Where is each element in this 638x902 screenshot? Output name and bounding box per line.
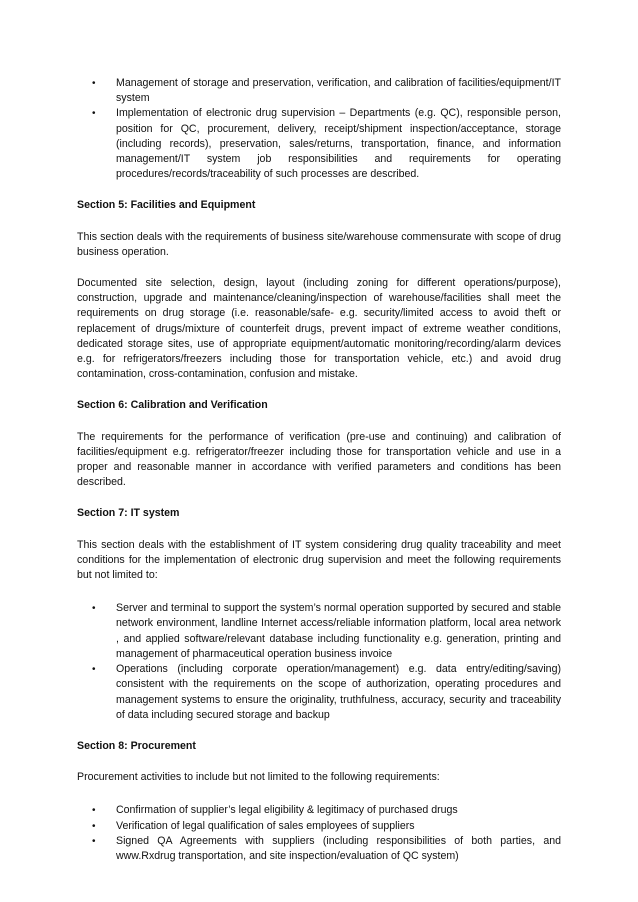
document-page	[77, 76, 561, 864]
section-8-paragraph-1: Procurement activities to include but not limited to the following requirements:	[77, 771, 440, 784]
section-5-heading: Section 5: Facilities and Equipment	[77, 199, 256, 212]
bullet-icon: •	[92, 108, 96, 120]
bullet-icon: •	[92, 664, 96, 676]
list-item: • Operations (including corporate operation/management) e.g. data entry/editing/saving) consistent with the requirements on the scope of authorization, operating procedures and management systems to ensure the originality, truthfulness, accuracy, security and traceability of data including secured storage and backup	[92, 663, 561, 721]
section-6-paragraph-1: The requirements for the performance of verification (pre-use and continuing) and calibration of facilities/equipment e.g. refrigerator/freezer including those for transportation vehicle and use in a proper and reasonable manner in accordance with verified parameters and conditions has been described.	[77, 430, 561, 489]
list-item: • Implementation of electronic drug supervision – Departments (e.g. QC), responsible person, position for QC, procurement, delivery, receipt/shipment inspection/acceptance, storage (including records), preservation, sales/returns, transportation, finance, and information management/IT system job responsibilities and requirements for operating procedures/records/traceability of such processes are described.	[92, 107, 561, 181]
bullet-icon: •	[92, 78, 96, 89]
section-7-bullet-list	[77, 601, 561, 723]
intro-bullet-list	[77, 76, 561, 182]
section-5-paragraph-2: Documented site selection, design, layout (including zoning for different operations/purpose), construction, upgrade and maintenance/cleaning/inspection of warehouse/facilities shall meet the requirements on drug storage (i.e. reasonable/safe- e.g. security/limited access to avoid theft or replacement of drugs/mixture of counterfeit drugs, prevent impact of extreme weather conditions, dedicated storage sites, use of appropriate equipment/automatic monitoring/recording/alarm devices e.g. for refrigerators/freezers including those for transportation vehicle, etc.) and avoid drug contamination, cross-contamination, confusion and mistake.	[77, 277, 561, 381]
section-7-heading: Section 7: IT system	[77, 507, 180, 520]
section-6-heading: Section 6: Calibration and Verification	[77, 399, 268, 412]
list-item: • Signed QA Agreements with suppliers (including responsibilities of both parties, and www.Rxdrug transportation, and site inspection/evaluation of QC system)	[92, 834, 561, 862]
section-8-heading: Section 8: Procurement	[77, 739, 196, 752]
list-item: • Verification of legal qualification of sales employees of suppliers	[77, 819, 561, 834]
list-item: • Management of storage and preservation, verification, and calibration of facilities/equipment/IT system	[92, 77, 561, 105]
section-8-bullet-list	[77, 803, 561, 864]
list-item: • Confirmation of supplier’s legal eligibility & legitimacy of purchased drugs	[77, 803, 561, 818]
list-item: • Server and terminal to support the system’s normal operation supported by secured and stable network environment, landline Internet access/reliable information platform, local area network , and applied software/relevant database including functionality e.g. generation, printing and management of pharmaceutical operation business invoice	[92, 602, 561, 660]
bullet-icon: •	[92, 603, 96, 615]
section-5-paragraph-1: This section deals with the requirements of business site/warehouse commensurate with scope of drug business operation.	[77, 230, 561, 258]
bullet-icon: •	[92, 805, 96, 817]
bullet-icon: •	[92, 835, 96, 847]
section-7-paragraph-1: This section deals with the establishment of IT system considering drug quality traceability and meet conditions for the implementation of electronic drug supervision and meet the following requirements but not limited to:	[77, 538, 561, 582]
bullet-icon: •	[92, 820, 96, 832]
